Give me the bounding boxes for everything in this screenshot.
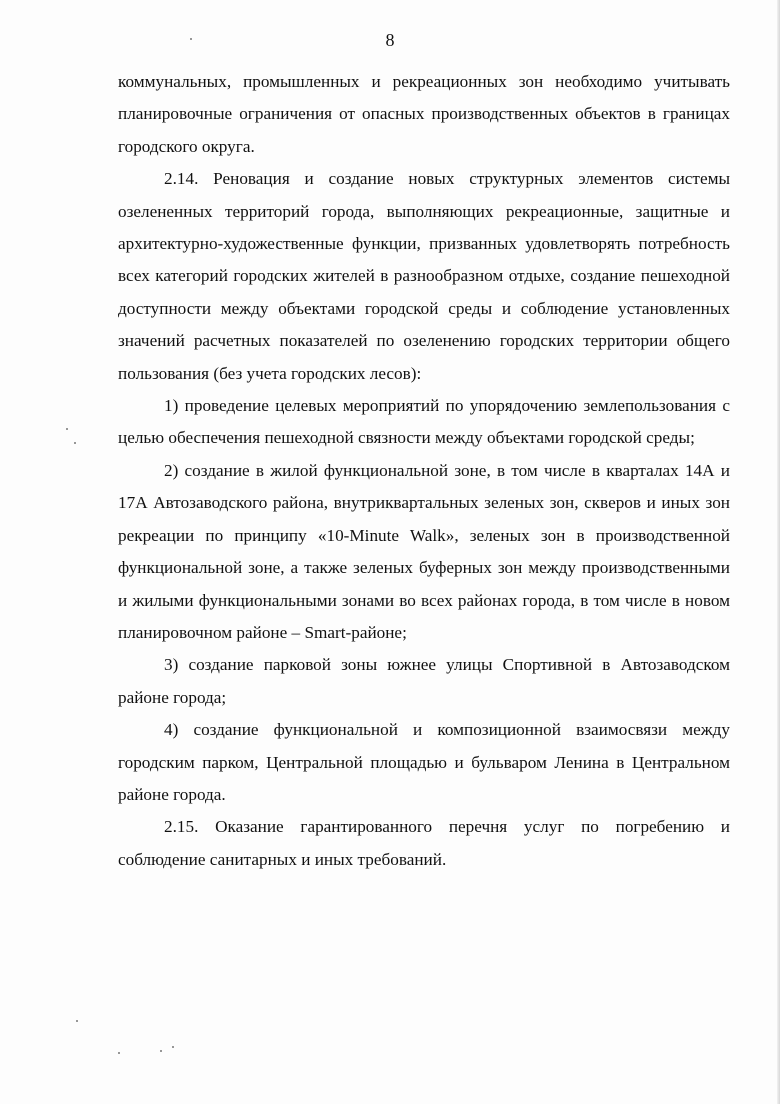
- paragraph-2-14: 2.14. Реновация и создание новых структурных элементов системы озелененных территорий города, выполняющих рекреационные, защитные и архитектурно-художественные функции, призванных удовлетворять потребность всех категорий городских жителей в разнообразном отдыхе, создание пешеходной доступности между объектами городской среды и соблюдение установленных значений расчетных показателей по озеленению городских территории общего пользования (без учета городских лесов):: [118, 169, 730, 383]
- list-item-4: 4) создание функциональной и композиционной взаимосвязи между городским парком, Центральной площадью и бульваром Ленина в Центральном районе города.: [118, 720, 730, 804]
- document-body: [118, 66, 730, 876]
- scan-dust: [66, 428, 68, 430]
- scan-dust: [74, 442, 76, 444]
- scan-dust: [190, 38, 192, 40]
- list-item-2: 2) создание в жилой функциональной зоне, в том числе в кварталах 14А и 17А Автозаводского района, внутриквартальных зеленых зон, скверов и иных зон рекреации по принципу «10-Minute Walk», зеленых зон в производственной функциональной зоне, а также зеленых буферных зон между производственными и жилыми функциональными зонами во всех районах города, в том числе в новом планировочном районе – Smart-районе;: [118, 460, 730, 642]
- list-item-1: 1) проведение целевых мероприятий по упорядочению землепользования с целью обеспечения пешеходной связности между объектами городской среды;: [118, 396, 730, 448]
- paragraph-2-15: 2.15. Оказание гарантированного перечня услуг по погребению и соблюдение санитарных и иных требований.: [118, 817, 730, 869]
- scan-dust: [172, 1046, 174, 1048]
- page-number: 8: [385, 30, 395, 50]
- scan-dust: [118, 1052, 120, 1054]
- list-item-3: 3) создание парковой зоны южнее улицы Спортивной в Автозаводском районе города;: [118, 655, 730, 707]
- scan-dust: [160, 1050, 162, 1052]
- scan-dust: [76, 1020, 78, 1022]
- paragraph-continuation: коммунальных, промышленных и рекреационных зон необходимо учитывать планировочные ограничения от опасных производственных объектов в границах городского округа.: [118, 72, 730, 156]
